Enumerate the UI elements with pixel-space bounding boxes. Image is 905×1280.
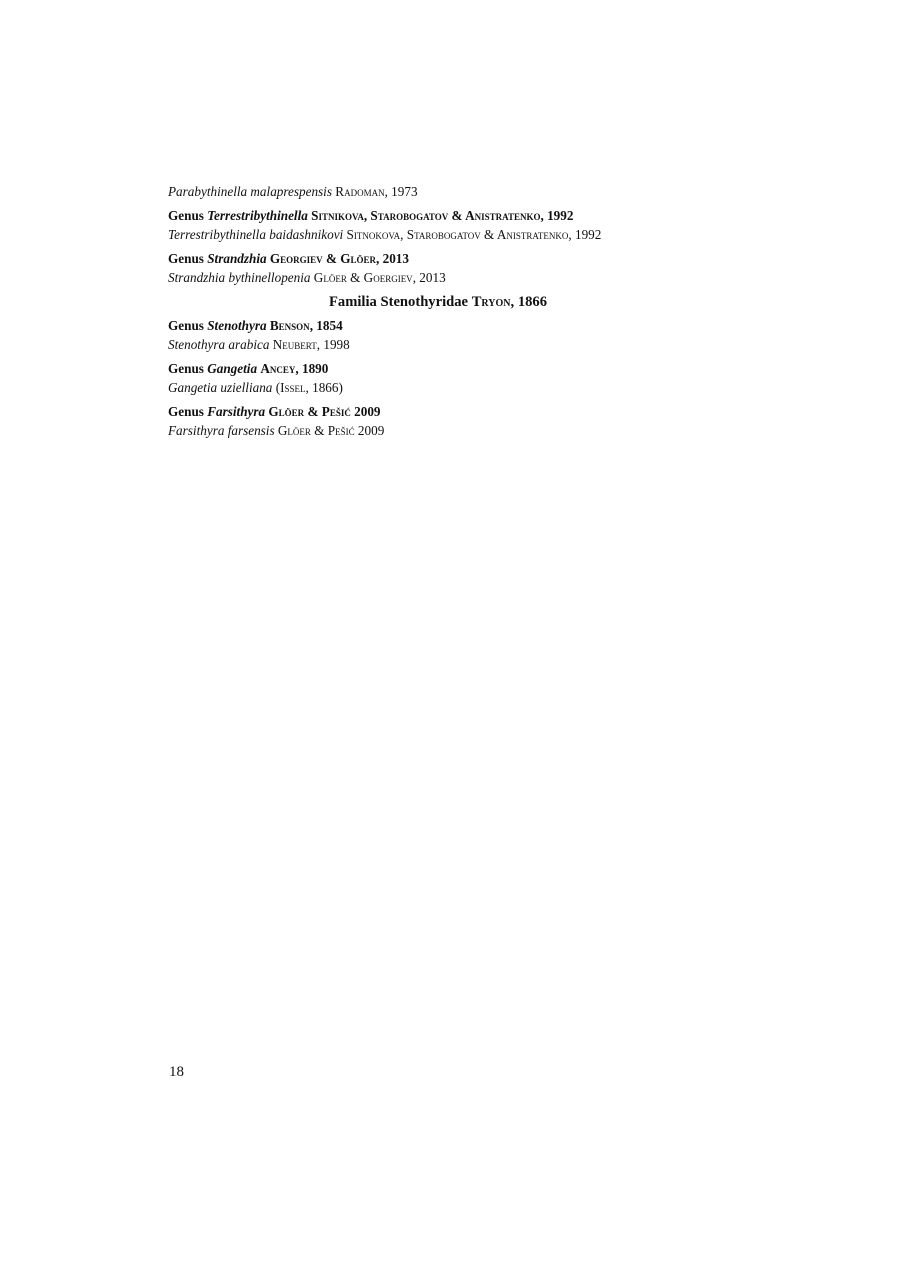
species-year: , 1998 (316, 337, 350, 352)
genus-author: Benson (269, 318, 310, 333)
species-author: Glöer & Pešić (277, 423, 355, 438)
genus-prefix: Genus (168, 208, 208, 223)
taxonomic-list (168, 182, 728, 441)
species-entry (168, 182, 728, 202)
species-author: Issel (280, 380, 306, 395)
species-year: , 2013 (412, 270, 446, 285)
species-entry (168, 268, 728, 288)
genus-author: Ancey (260, 361, 296, 376)
genus-year: , 1992 (540, 208, 574, 223)
genus-name: Stenothyra (207, 318, 267, 333)
genus-entry (168, 206, 728, 226)
genus-name: Terrestribythinella (207, 208, 308, 223)
species-name: Terrestribythinella baidashnikovi (168, 227, 344, 242)
species-year: 2009 (354, 423, 385, 438)
species-open-paren: ( (272, 380, 281, 395)
genus-entry (168, 249, 728, 269)
species-name: Gangetia uzielliana (168, 380, 273, 395)
genus-prefix: Genus (168, 318, 208, 333)
species-name: Strandzhia bythinellopenia (168, 270, 311, 285)
genus-year: , 1890 (295, 361, 329, 376)
genus-entry (168, 402, 728, 422)
species-author: Neubert (272, 337, 317, 352)
genus-author: Georgiev & Glöer (269, 251, 377, 266)
species-name: Farsithyra farsensis (168, 423, 275, 438)
species-entry (168, 225, 728, 245)
genus-entry (168, 316, 728, 336)
species-year: , 1973 (384, 184, 418, 199)
familia-prefix: Familia Stenothyridae (328, 294, 472, 310)
page-number: 18 (169, 1064, 184, 1080)
genus-prefix: Genus (168, 404, 208, 419)
species-entry (168, 421, 728, 441)
genus-name: Strandzhia (207, 251, 267, 266)
species-author: Sitnokova, Starobogatov & Anistratenko (346, 227, 569, 242)
genus-year: 2009 (350, 404, 381, 419)
species-year: , 1866) (305, 380, 343, 395)
species-author: Glöer & Goergiev (313, 270, 413, 285)
familia-author: Tryon (471, 294, 511, 310)
genus-prefix: Genus (168, 361, 208, 376)
species-author: Radoman (335, 184, 385, 199)
genus-year: , 1854 (309, 318, 343, 333)
familia-year: , 1866 (510, 294, 547, 310)
species-entry (168, 335, 728, 355)
species-name: Parabythinella malaprespensis (168, 184, 332, 199)
genus-author: Glöer & Pešić (268, 404, 351, 419)
species-entry (168, 378, 728, 398)
species-year: , 1992 (568, 227, 602, 242)
genus-prefix: Genus (168, 251, 208, 266)
genus-entry (168, 359, 728, 379)
genus-name: Gangetia (207, 361, 258, 376)
genus-year: , 2013 (376, 251, 409, 266)
species-name: Stenothyra arabica (168, 337, 270, 352)
genus-name: Farsithyra (207, 404, 266, 419)
genus-author: Sitnikova, Starobogatov & Anistratenko (311, 208, 541, 223)
familia-heading (168, 292, 708, 312)
